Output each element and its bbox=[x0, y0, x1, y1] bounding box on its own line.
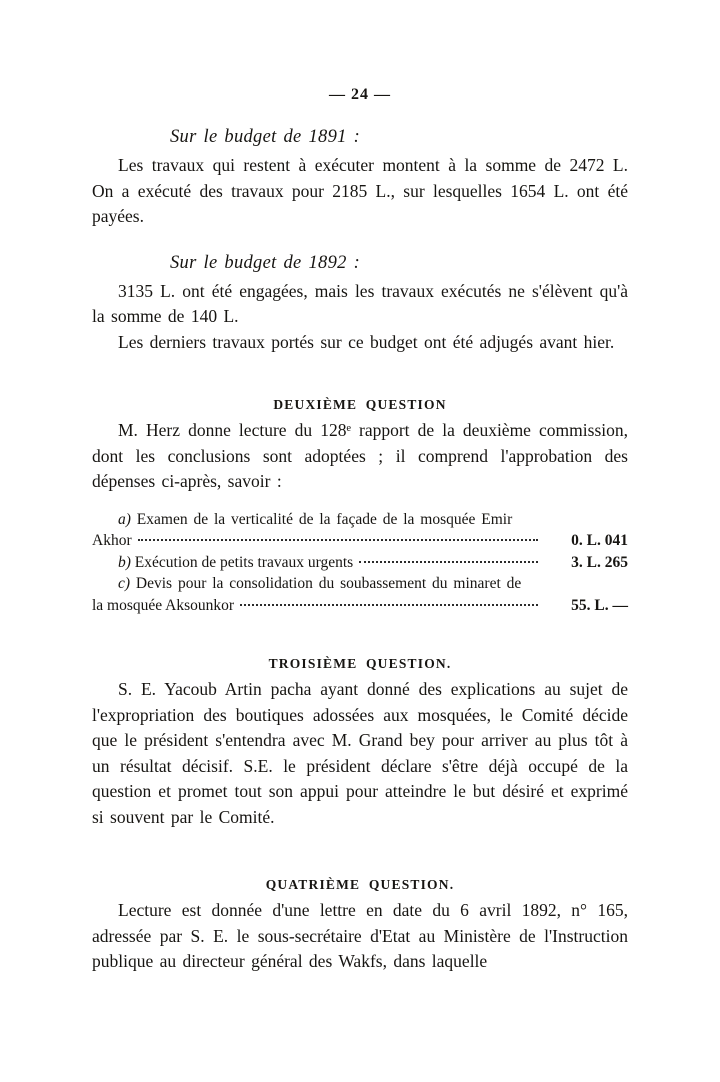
quatrieme-question-heading: QUATRIÈME QUESTION. bbox=[265, 877, 455, 892]
troisieme-question-heading: TROISIÈME QUESTION. bbox=[268, 656, 452, 671]
expense-item-a-amount: 0. L. 041 bbox=[571, 532, 628, 549]
expense-item-c bbox=[92, 573, 628, 616]
budget-1892-paragraph-1: 3135 L. ont été engagées, mais les travaux exécutés ne s'élèvent qu'à la somme de 140 L. bbox=[92, 280, 628, 326]
budget-1892-heading: Sur le budget de 1892 : bbox=[170, 252, 361, 273]
budget-1891-heading: Sur le budget de 1891 : bbox=[170, 127, 361, 147]
expense-item-c-marker: c) bbox=[118, 575, 131, 592]
expense-item-a-marker: a) bbox=[118, 510, 131, 528]
expense-item-b-marker: b) bbox=[118, 553, 131, 571]
leader-dots bbox=[240, 604, 538, 606]
expense-item-a-text: Examen de la verticalité de la façade de la mosquée Emir bbox=[130, 510, 513, 528]
budget-1891-paragraph: Les travaux qui restent à exécuter montent à la somme de 2472 L. On a exécuté des travaux pour 2185 L., sur lesquelles 1654 L. ont été payées. bbox=[92, 155, 628, 226]
budget-1892-paragraph-2: Les derniers travaux portés sur ce budget ont été adjugés avant hier. bbox=[118, 331, 615, 352]
quatrieme-question-paragraph: Lecture est donnée d'une lettre en date du 6 avril 1892, n° 165, adressée par S. E. le sous-secrétaire d'Etat au Ministère de l'Instruction publique au directeur général des Wakfs, dans laquelle bbox=[92, 900, 628, 971]
expense-item-c-line1 bbox=[92, 573, 628, 595]
expense-list bbox=[92, 509, 628, 617]
troisieme-question-paragraph: S. E. Yacoub Artin pacha ayant donné des explications au sujet de l'expropriation des boutiques adossées aux mosquées, le Comité décide que le président s'entendra avec M. Grand bey pour arriver au plus tôt à un résultat décisif. S.E. le président déclare s'être déjà occupé de la question et promet tout son appui pour atteindre le but désiré et exprimé si souvent par le Comité. bbox=[92, 679, 628, 827]
expense-item-b-line bbox=[92, 552, 628, 574]
expense-item-c-text: Devis pour la consolidation du soubassement du minaret de bbox=[130, 575, 522, 592]
expense-item-b-amount: 3. L. 265 bbox=[571, 553, 628, 571]
expense-item-c-amount: 55. L. — bbox=[571, 596, 628, 614]
expense-item-a-line2 bbox=[92, 530, 628, 552]
leader-dots bbox=[359, 561, 538, 563]
expense-item-b-label: Exécution de petits travaux urgents bbox=[130, 553, 354, 571]
page-number: — 24 — bbox=[329, 86, 391, 103]
expense-item-c-continuation: la mosquée Aksounkor bbox=[92, 596, 235, 614]
deuxieme-question-paragraph: M. Herz donne lecture du 128ᵉ rapport de la deuxième commission, dont les conclusions sont adoptées ; il comprend l'approbation des dépenses ci-après, savoir : bbox=[92, 420, 628, 491]
expense-item-b-text bbox=[92, 552, 353, 574]
expense-item-b bbox=[92, 552, 628, 574]
deuxieme-question-heading: DEUXIÈME QUESTION bbox=[273, 397, 447, 412]
expense-item-a-continuation: Akhor bbox=[92, 532, 132, 549]
expense-item-a-line1 bbox=[92, 509, 628, 531]
leader-dots bbox=[138, 539, 538, 541]
expense-item-a bbox=[92, 509, 628, 552]
document-page bbox=[92, 0, 628, 975]
expense-item-c-line2 bbox=[92, 595, 628, 617]
